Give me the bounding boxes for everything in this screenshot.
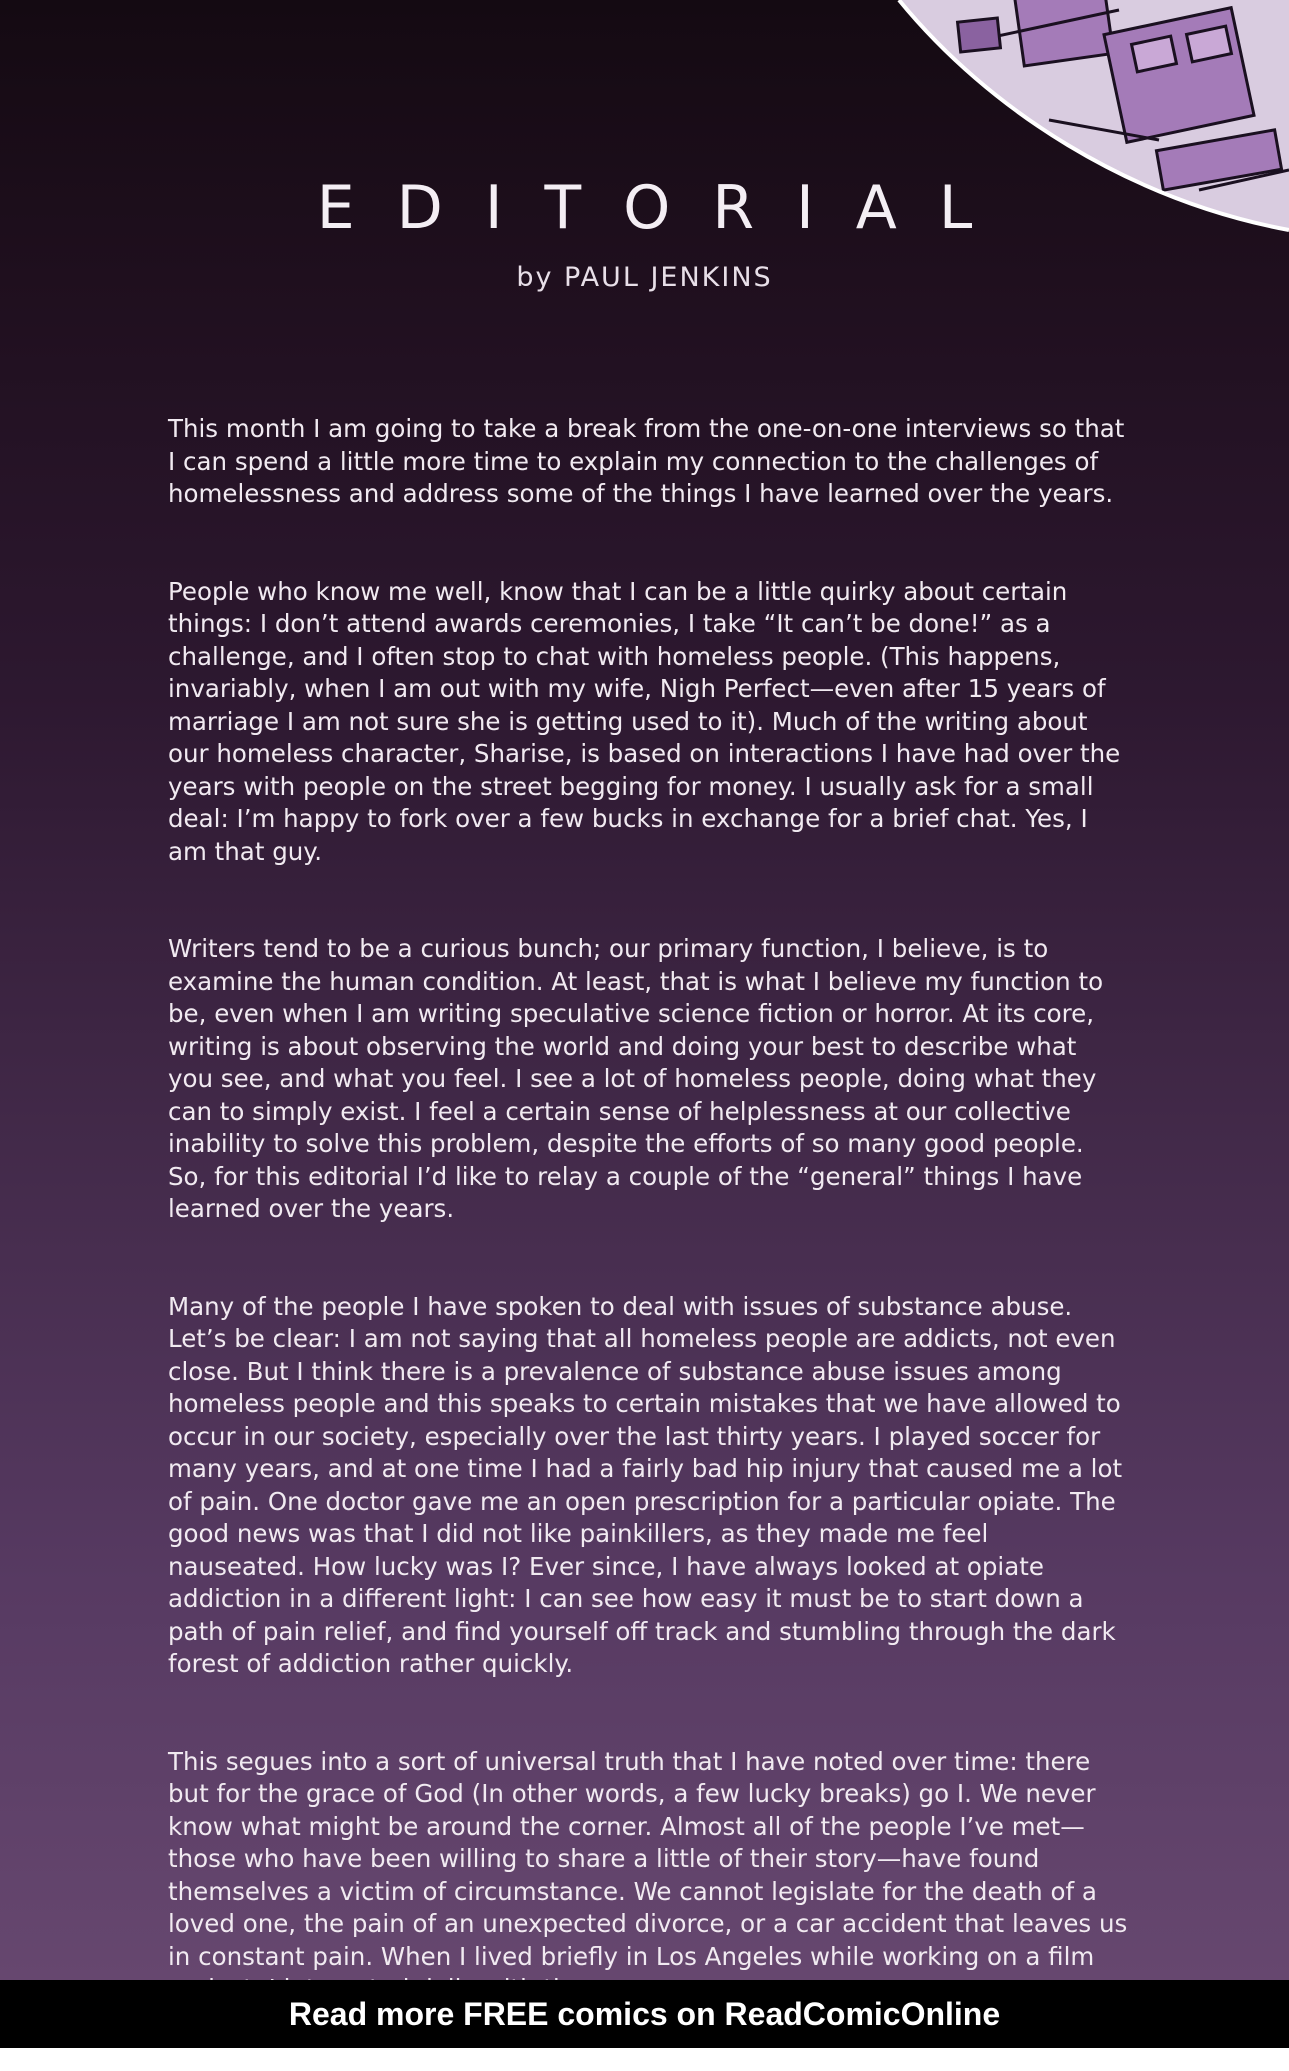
author-byline: by PAUL JENKINS (516, 262, 773, 293)
paragraph-4: Many of the people I have spoken to deal with issues of substance abuse. Let’s be clear: I am not saying that all homeless people are addicts, not even close. But I think there is a prevalence of substance abuse issues among homeless people and this speaks to certain mistakes that we have allowed to occur in our society, especially over the last thirty years. I played soccer for many years, and at one time I had a fairly bad hip injury that caused me a lot of pain. One doctor gave me an open prescription for a particular opiate. The good news was that I did not like painkillers, as they made me feel nauseated. How lucky was I? Ever since, I have always looked at opiate addiction in a different light: I can see how easy it must be to start down a path of pain relief, and find yourself off track and stumbling through the dark forest of addiction rather quickly. (168, 1291, 1123, 1678)
paragraph-1: This month I am going to take a break from the one-on-one interviews so that I can spend a little more time to explain my connection to the challenges of homelessness and address some of the things I have learned over the years. (168, 414, 1125, 508)
editorial-body (168, 413, 1128, 2071)
page-title: EDITORIAL (316, 173, 1015, 243)
paragraph-2: People who know me well, know that I can be a little quirky about certain things: I don’t attend awards ceremonies, I take “It can’t be done!” as a challenge, and I often stop to chat with homeless people. (This happens, invariably, when I am out with my wife, Nigh Perfect—even after 15 years of marriage I am not sure she is getting used to it). Much of the writing about our homeless character, Sharise, is based on interactions I have had over the years with people on the street begging for money. I usually ask for a small deal: I’m happy to fork over a few bucks in exchange for a brief chat. Yes, I am that guy. (168, 576, 1121, 866)
paragraph-5: This segues into a sort of universal truth that I have noted over time: there but for the grace of God (In other words, a few lucky breaks) go I. We never know what might be around the corner. Almost all of the people I’ve met—those who have been willing to share a little of their story—have found themselves a victim of circumstance. We cannot legislate for the death of a loved one, the pain of an unexpected divorce, or a car accident that leaves us in constant pain. When I lived briefly in Los Angeles while working on a film (168, 1746, 1128, 1971)
paragraph-3: Writers tend to be a curious bunch; our primary function, I believe, is to examine the human condition. At least, that is what I believe my function to be, even when I am writing speculative science fiction or horror. At its core, writing is about observing the world and doing your best to describe what you see, and what you feel. I see a lot of homeless people, doing what they can to simply exist. I feel a certain sense of helplessness at our collective inability to solve this problem, despite the efforts of so many good people. So, for this editorial I’d like to relay a couple of the “general” things I have learned over the years. (168, 934, 1104, 1223)
footer-banner-link[interactable]: Read more FREE comics on ReadComicOnline (0, 1980, 1289, 2048)
